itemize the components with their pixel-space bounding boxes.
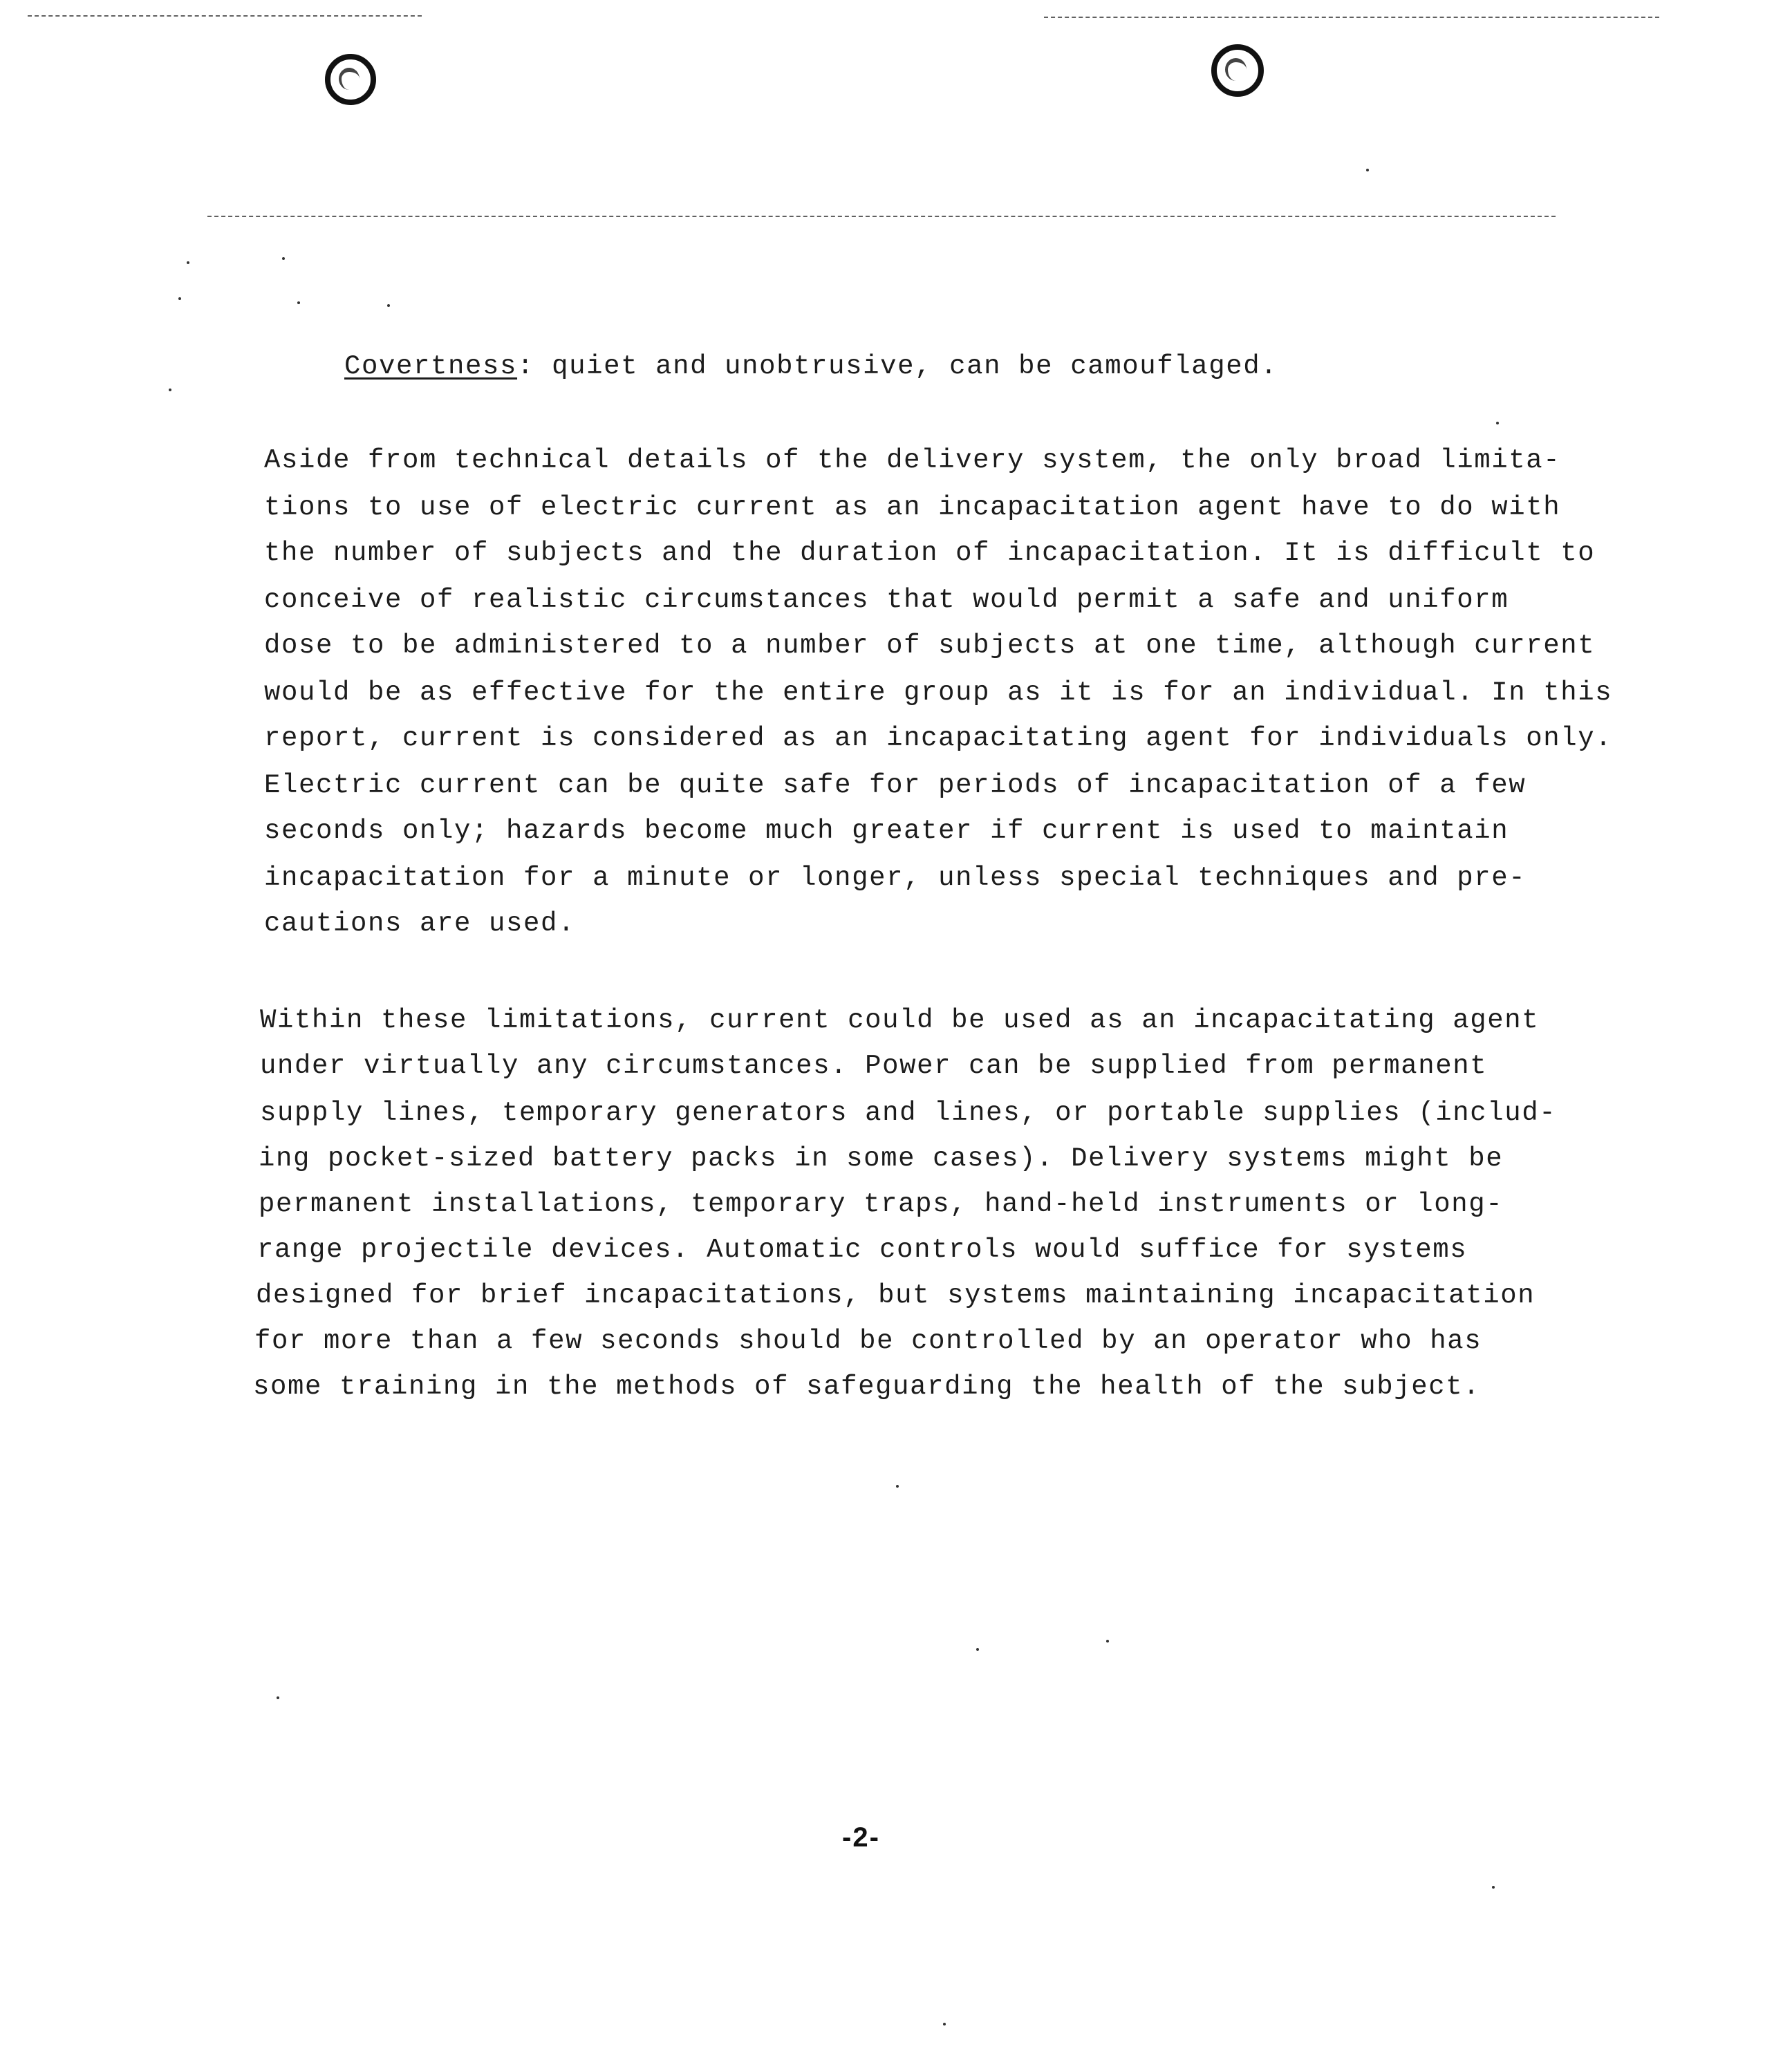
covertness-line	[344, 351, 1278, 382]
paragraph-line: Within these limitations, current could be used as an incapacitating agent	[260, 1005, 1540, 1036]
covertness-label: Covertness	[344, 351, 518, 382]
covertness-colon: :	[517, 351, 535, 382]
paragraph-line: incapacitation for a minute or longer, unless special techniques and pre-	[264, 863, 1527, 893]
scan-speck	[976, 1648, 979, 1651]
paragraph-line: seconds only; hazards become much greater if current is used to maintain	[264, 816, 1509, 846]
paragraph-line: conceive of realistic circumstances that would permit a safe and uniform	[264, 585, 1509, 615]
paragraph-line: permanent installations, temporary traps, hand-held instruments or long-	[259, 1189, 1504, 1219]
scan-speck	[297, 301, 300, 304]
scan-speck	[1496, 422, 1499, 424]
scan-speck	[896, 1485, 899, 1488]
paragraph-line: dose to be administered to a number of subjects at one time, although current	[264, 630, 1596, 661]
paragraph-line: some training in the methods of safeguarding the health of the subject.	[253, 1372, 1481, 1402]
punch-hole-left-icon	[325, 54, 376, 105]
paragraph-line: report, current is considered as an incapacitating agent for individuals only.	[264, 723, 1613, 754]
paragraph-line: Aside from technical details of the delivery system, the only broad limita-	[264, 445, 1561, 476]
scan-speck	[1492, 1886, 1495, 1889]
paragraph-line: the number of subjects and the duration of incapacitation. It is difficult to	[264, 538, 1596, 568]
top-left-rule	[28, 15, 422, 17]
header-rule	[207, 216, 1556, 217]
paragraph-line: for more than a few seconds should be controlled by an operator who has	[254, 1326, 1482, 1356]
scan-speck	[169, 389, 171, 391]
paragraph-line: under virtually any circumstances. Power can be supplied from permanent	[260, 1051, 1488, 1081]
top-right-rule	[1044, 17, 1659, 18]
scan-speck	[1106, 1640, 1109, 1643]
paragraph-line: would be as effective for the entire group as it is for an individual. In this	[264, 677, 1613, 708]
paragraph-line: supply lines, temporary generators and lines, or portable supplies (includ-	[260, 1098, 1557, 1128]
paragraph-line: Electric current can be quite safe for periods of incapacitation of a few	[264, 770, 1527, 801]
paragraph-line: designed for brief incapacitations, but systems maintaining incapacitation	[256, 1280, 1536, 1311]
covertness-text: quiet and unobtrusive, can be camouflaged.	[552, 351, 1278, 382]
paragraph-line: tions to use of electric current as an incapacitation agent have to do with	[264, 492, 1561, 523]
scan-speck	[1366, 169, 1369, 171]
punch-hole-right-icon	[1211, 44, 1264, 97]
paragraph-line: cautions are used.	[264, 908, 576, 939]
scan-speck	[282, 257, 285, 260]
scan-speck	[187, 261, 189, 264]
paragraph-line: range projectile devices. Automatic controls would suffice for systems	[257, 1235, 1468, 1265]
scan-speck	[277, 1696, 279, 1699]
paragraph-line: ing pocket-sized battery packs in some cases). Delivery systems might be	[259, 1143, 1504, 1174]
scan-speck	[943, 2023, 946, 2025]
scan-speck	[387, 304, 390, 307]
scan-speck	[178, 297, 181, 300]
page-number: -2-	[842, 1822, 880, 1853]
